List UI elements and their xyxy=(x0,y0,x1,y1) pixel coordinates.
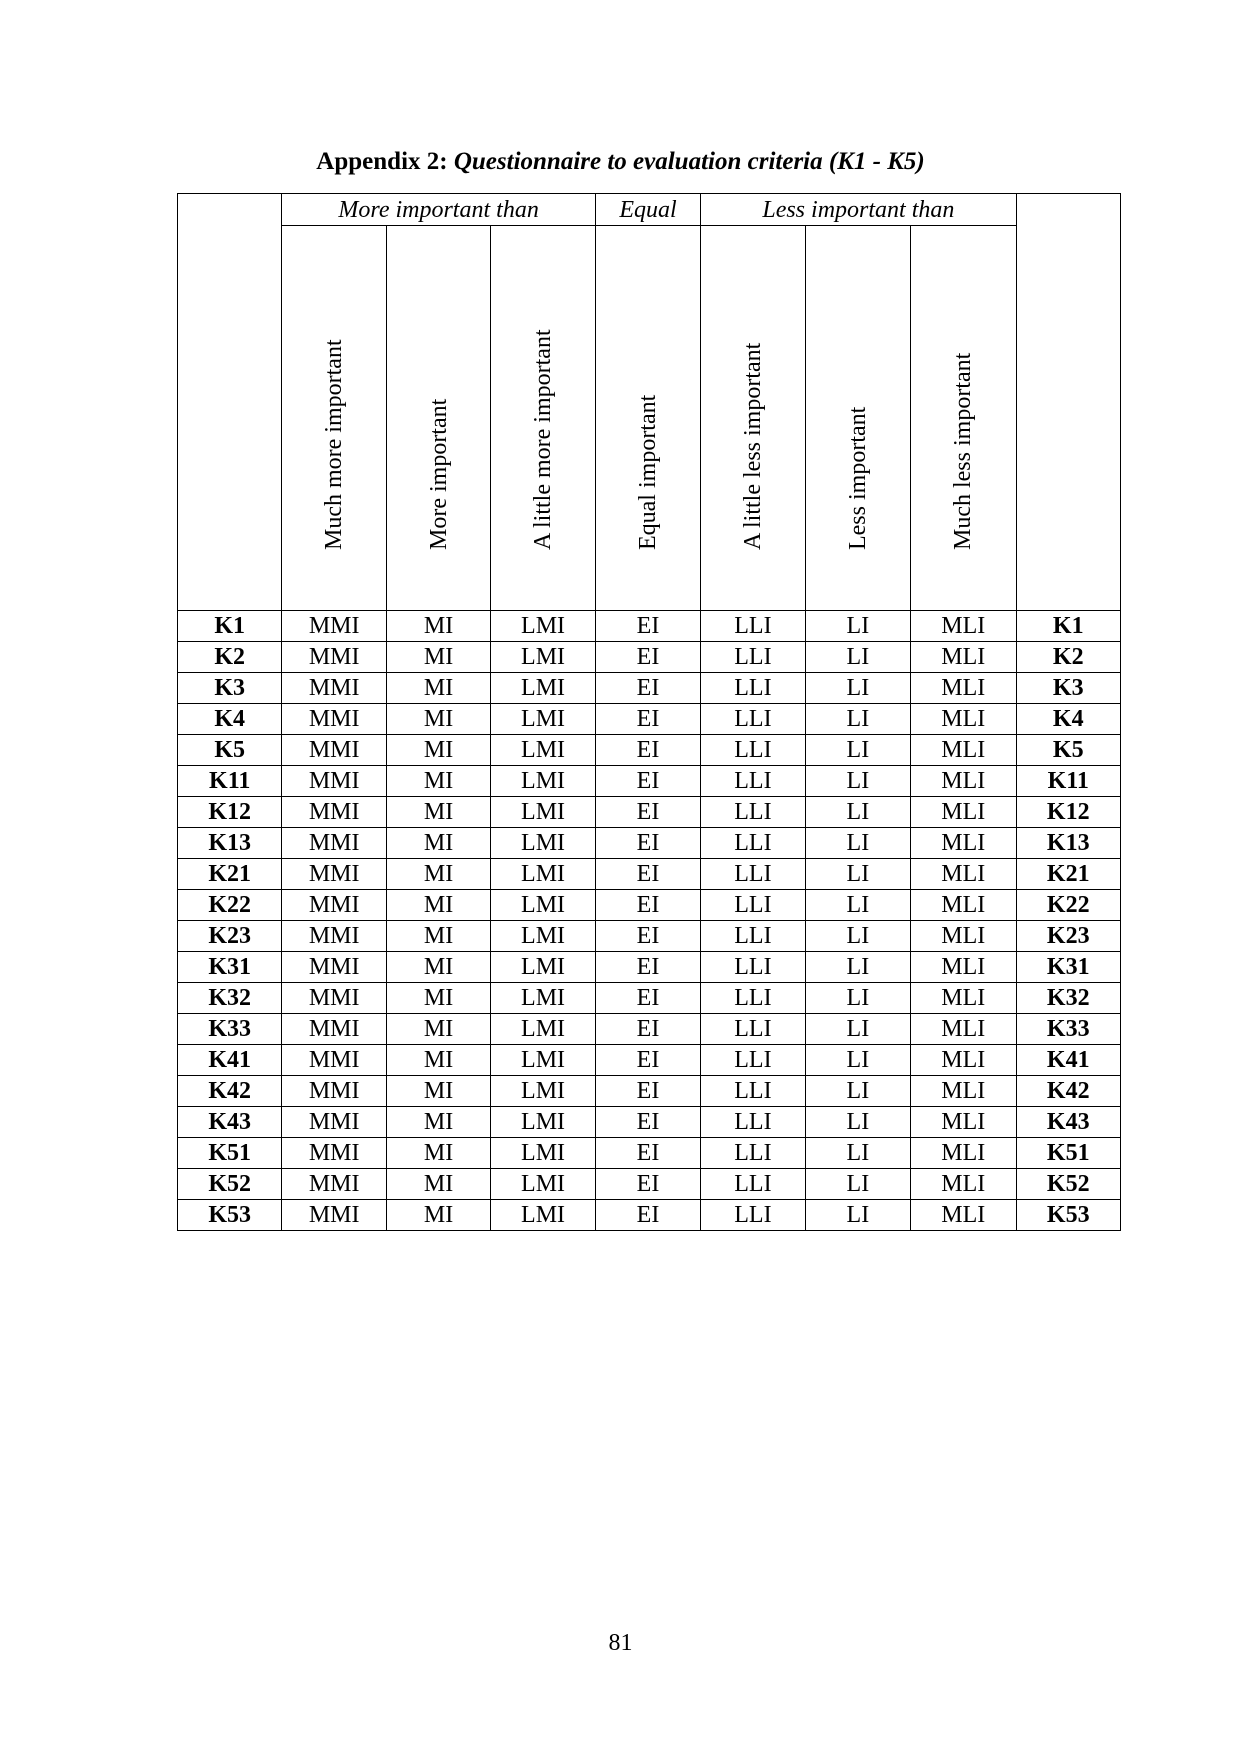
row-label-left: K52 xyxy=(178,1169,282,1200)
column-header-label: Equal important xyxy=(634,394,661,550)
row-label-left: K41 xyxy=(178,1045,282,1076)
rating-option-li[interactable]: LI xyxy=(805,611,910,642)
rating-option-mi[interactable]: MI xyxy=(386,952,490,983)
rating-option-mli[interactable]: MLI xyxy=(911,704,1016,735)
rating-option-mi[interactable]: MI xyxy=(386,921,490,952)
table-row xyxy=(178,673,1121,704)
rating-option-lli[interactable]: LLI xyxy=(701,1045,805,1076)
rating-option-ei[interactable]: EI xyxy=(595,921,700,952)
column-header xyxy=(386,226,490,611)
row-label-right: K22 xyxy=(1016,890,1120,921)
rating-option-ei[interactable]: EI xyxy=(595,1014,700,1045)
rating-option-lli[interactable]: LLI xyxy=(701,1076,805,1107)
row-label-right: K3 xyxy=(1016,673,1120,704)
rating-option-li[interactable]: LI xyxy=(805,735,910,766)
row-label-left: K33 xyxy=(178,1014,282,1045)
column-header xyxy=(701,226,805,611)
table-row xyxy=(178,1169,1121,1200)
rating-option-mi[interactable]: MI xyxy=(386,735,490,766)
rating-option-mi[interactable]: MI xyxy=(386,1045,490,1076)
table-row xyxy=(178,797,1121,828)
row-label-right: K33 xyxy=(1016,1014,1120,1045)
row-label-left: K1 xyxy=(178,611,282,642)
rating-option-ei[interactable]: EI xyxy=(595,735,700,766)
row-label-left: K5 xyxy=(178,735,282,766)
rating-option-mi[interactable]: MI xyxy=(386,1138,490,1169)
rating-option-ei[interactable]: EI xyxy=(595,890,700,921)
column-header xyxy=(911,226,1016,611)
rating-option-mmi[interactable]: MMI xyxy=(282,1169,386,1200)
rating-option-mli[interactable]: MLI xyxy=(911,921,1016,952)
rating-option-mli[interactable]: MLI xyxy=(911,1014,1016,1045)
row-label-left: K13 xyxy=(178,828,282,859)
rating-option-lmi[interactable]: LMI xyxy=(491,859,595,890)
header-group-row xyxy=(178,194,1121,226)
rating-option-mmi[interactable]: MMI xyxy=(282,952,386,983)
table-row xyxy=(178,642,1121,673)
rating-option-lli[interactable]: LLI xyxy=(701,1107,805,1138)
rating-option-lmi[interactable]: LMI xyxy=(491,766,595,797)
rating-option-lli[interactable]: LLI xyxy=(701,859,805,890)
rating-option-li[interactable]: LI xyxy=(805,704,910,735)
rating-option-mi[interactable]: MI xyxy=(386,1014,490,1045)
page-number: 81 xyxy=(608,1630,633,1656)
rating-option-lmi[interactable]: LMI xyxy=(491,1014,595,1045)
row-label-left: K4 xyxy=(178,704,282,735)
row-label-left: K12 xyxy=(178,797,282,828)
rating-option-mi[interactable]: MI xyxy=(386,642,490,673)
table-row xyxy=(178,890,1121,921)
row-label-right: K21 xyxy=(1016,859,1120,890)
rating-option-mmi[interactable]: MMI xyxy=(282,1107,386,1138)
header-column-row xyxy=(178,226,1121,611)
row-label-left: K32 xyxy=(178,983,282,1014)
row-label-right: K41 xyxy=(1016,1045,1120,1076)
rating-option-ei[interactable]: EI xyxy=(595,766,700,797)
row-label-left: K31 xyxy=(178,952,282,983)
rating-option-mli[interactable]: MLI xyxy=(911,642,1016,673)
rating-option-lmi[interactable]: LMI xyxy=(491,921,595,952)
rating-option-lmi[interactable]: LMI xyxy=(491,673,595,704)
rating-option-mi[interactable]: MI xyxy=(386,704,490,735)
rating-option-ei[interactable]: EI xyxy=(595,983,700,1014)
rating-option-mli[interactable]: MLI xyxy=(911,952,1016,983)
rating-option-ei[interactable]: EI xyxy=(595,1138,700,1169)
rating-option-lmi[interactable]: LMI xyxy=(491,1107,595,1138)
title-italic: Questionnaire to evaluation criteria (K1 - K5) xyxy=(453,148,925,175)
rating-option-mmi[interactable]: MMI xyxy=(282,921,386,952)
rating-option-lmi[interactable]: LMI xyxy=(491,735,595,766)
rating-option-ei[interactable]: EI xyxy=(595,859,700,890)
rating-option-mli[interactable]: MLI xyxy=(911,828,1016,859)
rating-option-mi[interactable]: MI xyxy=(386,673,490,704)
rating-option-lli[interactable]: LLI xyxy=(701,1169,805,1200)
rating-option-mi[interactable]: MI xyxy=(386,890,490,921)
table-row xyxy=(178,704,1121,735)
rating-option-mli[interactable]: MLI xyxy=(911,1107,1016,1138)
rating-option-mmi[interactable]: MMI xyxy=(282,828,386,859)
rating-option-lmi[interactable]: LMI xyxy=(491,797,595,828)
rating-option-lmi[interactable]: LMI xyxy=(491,890,595,921)
title-bold: Appendix 2: xyxy=(316,148,448,175)
row-label-right: K53 xyxy=(1016,1200,1120,1231)
rating-option-li[interactable]: LI xyxy=(805,673,910,704)
rating-option-li[interactable]: LI xyxy=(805,766,910,797)
rating-option-mli[interactable]: MLI xyxy=(911,673,1016,704)
rating-option-lli[interactable]: LLI xyxy=(701,797,805,828)
rating-option-lli[interactable]: LLI xyxy=(701,921,805,952)
rating-option-lmi[interactable]: LMI xyxy=(491,704,595,735)
column-header xyxy=(282,226,386,611)
column-header-label: A little more important xyxy=(530,329,557,550)
questionnaire-table xyxy=(177,193,1121,1231)
rating-option-mmi[interactable]: MMI xyxy=(282,1200,386,1231)
row-label-left: K23 xyxy=(178,921,282,952)
row-label-right: K32 xyxy=(1016,983,1120,1014)
table-row xyxy=(178,766,1121,797)
rating-option-mli[interactable]: MLI xyxy=(911,983,1016,1014)
rating-option-li[interactable]: LI xyxy=(805,952,910,983)
rating-option-lli[interactable]: LLI xyxy=(701,1200,805,1231)
rating-option-mmi[interactable]: MMI xyxy=(282,704,386,735)
rating-option-mmi[interactable]: MMI xyxy=(282,1014,386,1045)
row-label-left: K42 xyxy=(178,1076,282,1107)
rating-option-lmi[interactable]: LMI xyxy=(491,1169,595,1200)
rating-option-lli[interactable]: LLI xyxy=(701,952,805,983)
rating-option-mmi[interactable]: MMI xyxy=(282,642,386,673)
rating-option-lli[interactable]: LLI xyxy=(701,828,805,859)
rating-option-mli[interactable]: MLI xyxy=(911,890,1016,921)
rating-option-li[interactable]: LI xyxy=(805,642,910,673)
table-row xyxy=(178,1014,1121,1045)
rating-option-mli[interactable]: MLI xyxy=(911,735,1016,766)
rating-option-lmi[interactable]: LMI xyxy=(491,1076,595,1107)
rating-option-li[interactable]: LI xyxy=(805,1076,910,1107)
row-label-left: K43 xyxy=(178,1107,282,1138)
row-label-right: K51 xyxy=(1016,1138,1120,1169)
rating-option-mli[interactable]: MLI xyxy=(911,1200,1016,1231)
rating-option-ei[interactable]: EI xyxy=(595,797,700,828)
row-label-left: K3 xyxy=(178,673,282,704)
rating-option-lmi[interactable]: LMI xyxy=(491,952,595,983)
table-row xyxy=(178,1200,1121,1231)
rating-option-lmi[interactable]: LMI xyxy=(491,1045,595,1076)
row-label-right: K2 xyxy=(1016,642,1120,673)
table-row xyxy=(178,952,1121,983)
rating-option-lmi[interactable]: LMI xyxy=(491,642,595,673)
rating-option-mmi[interactable]: MMI xyxy=(282,890,386,921)
rating-option-lli[interactable]: LLI xyxy=(701,1138,805,1169)
rating-option-li[interactable]: LI xyxy=(805,921,910,952)
rating-option-mli[interactable]: MLI xyxy=(911,766,1016,797)
column-header xyxy=(491,226,595,611)
table-row xyxy=(178,735,1121,766)
rating-option-mli[interactable]: MLI xyxy=(911,859,1016,890)
table-row xyxy=(178,611,1121,642)
rating-option-ei[interactable]: EI xyxy=(595,642,700,673)
rating-option-lmi[interactable]: LMI xyxy=(491,828,595,859)
rating-option-ei[interactable]: EI xyxy=(595,1200,700,1231)
row-label-left: K22 xyxy=(178,890,282,921)
column-header-label: A little less important xyxy=(739,342,766,550)
row-label-left: K21 xyxy=(178,859,282,890)
row-label-left: K51 xyxy=(178,1138,282,1169)
rating-option-li[interactable]: LI xyxy=(805,797,910,828)
row-label-right: K43 xyxy=(1016,1107,1120,1138)
rating-option-lmi[interactable]: LMI xyxy=(491,983,595,1014)
page-title xyxy=(0,148,1241,176)
rating-option-mi[interactable]: MI xyxy=(386,766,490,797)
rating-option-lli[interactable]: LLI xyxy=(701,611,805,642)
rating-option-mmi[interactable]: MMI xyxy=(282,1076,386,1107)
rating-option-lmi[interactable]: LMI xyxy=(491,611,595,642)
rating-option-ei[interactable]: EI xyxy=(595,1107,700,1138)
rating-option-lli[interactable]: LLI xyxy=(701,673,805,704)
rating-option-mi[interactable]: MI xyxy=(386,983,490,1014)
rating-option-li[interactable]: LI xyxy=(805,1014,910,1045)
rating-option-mmi[interactable]: MMI xyxy=(282,797,386,828)
column-header-label: More important xyxy=(425,398,452,550)
rating-option-mmi[interactable]: MMI xyxy=(282,766,386,797)
rating-option-mli[interactable]: MLI xyxy=(911,611,1016,642)
rating-option-mli[interactable]: MLI xyxy=(911,797,1016,828)
row-label-left: K11 xyxy=(178,766,282,797)
rating-option-mi[interactable]: MI xyxy=(386,828,490,859)
header-corner-left xyxy=(178,194,282,611)
table-body xyxy=(178,611,1121,1231)
rating-option-ei[interactable]: EI xyxy=(595,1076,700,1107)
rating-option-ei[interactable]: EI xyxy=(595,1045,700,1076)
rating-option-ei[interactable]: EI xyxy=(595,1169,700,1200)
table-row xyxy=(178,859,1121,890)
header-group-more: More important than xyxy=(282,194,595,226)
rating-option-lli[interactable]: LLI xyxy=(701,735,805,766)
rating-option-mi[interactable]: MI xyxy=(386,859,490,890)
rating-option-mi[interactable]: MI xyxy=(386,1076,490,1107)
rating-option-li[interactable]: LI xyxy=(805,1169,910,1200)
column-header-label: Much more important xyxy=(321,339,348,550)
rating-option-mmi[interactable]: MMI xyxy=(282,983,386,1014)
rating-option-mmi[interactable]: MMI xyxy=(282,859,386,890)
header-corner-right xyxy=(1016,194,1120,611)
rating-option-lmi[interactable]: LMI xyxy=(491,1200,595,1231)
rating-option-ei[interactable]: EI xyxy=(595,828,700,859)
row-label-right: K13 xyxy=(1016,828,1120,859)
table-row xyxy=(178,983,1121,1014)
rating-option-lli[interactable]: LLI xyxy=(701,983,805,1014)
header-group-equal: Equal xyxy=(595,194,700,226)
rating-option-li[interactable]: LI xyxy=(805,890,910,921)
rating-option-mmi[interactable]: MMI xyxy=(282,1045,386,1076)
row-label-right: K52 xyxy=(1016,1169,1120,1200)
row-label-right: K1 xyxy=(1016,611,1120,642)
table-row xyxy=(178,828,1121,859)
row-label-right: K4 xyxy=(1016,704,1120,735)
table-row xyxy=(178,921,1121,952)
rating-option-li[interactable]: LI xyxy=(805,1200,910,1231)
rating-option-mi[interactable]: MI xyxy=(386,1107,490,1138)
row-label-right: K5 xyxy=(1016,735,1120,766)
rating-option-li[interactable]: LI xyxy=(805,1107,910,1138)
table-row xyxy=(178,1138,1121,1169)
rating-option-mi[interactable]: MI xyxy=(386,1200,490,1231)
table-row xyxy=(178,1107,1121,1138)
rating-option-mmi[interactable]: MMI xyxy=(282,611,386,642)
rating-option-ei[interactable]: EI xyxy=(595,952,700,983)
column-header-label: Much less important xyxy=(950,352,977,550)
rating-option-mi[interactable]: MI xyxy=(386,797,490,828)
rating-option-mmi[interactable]: MMI xyxy=(282,1138,386,1169)
rating-option-mmi[interactable]: MMI xyxy=(282,673,386,704)
rating-option-ei[interactable]: EI xyxy=(595,611,700,642)
rating-option-lli[interactable]: LLI xyxy=(701,642,805,673)
column-header xyxy=(805,226,910,611)
rating-option-mi[interactable]: MI xyxy=(386,1169,490,1200)
table-row xyxy=(178,1076,1121,1107)
rating-option-lli[interactable]: LLI xyxy=(701,1014,805,1045)
row-label-right: K31 xyxy=(1016,952,1120,983)
rating-option-lli[interactable]: LLI xyxy=(701,704,805,735)
rating-option-mli[interactable]: MLI xyxy=(911,1045,1016,1076)
row-label-right: K42 xyxy=(1016,1076,1120,1107)
rating-option-lli[interactable]: LLI xyxy=(701,890,805,921)
rating-option-mli[interactable]: MLI xyxy=(911,1076,1016,1107)
header-group-less: Less important than xyxy=(701,194,1016,226)
row-label-right: K12 xyxy=(1016,797,1120,828)
rating-option-li[interactable]: LI xyxy=(805,828,910,859)
column-header xyxy=(595,226,700,611)
rating-option-lmi[interactable]: LMI xyxy=(491,1138,595,1169)
rating-option-li[interactable]: LI xyxy=(805,1138,910,1169)
rating-option-ei[interactable]: EI xyxy=(595,704,700,735)
rating-option-lli[interactable]: LLI xyxy=(701,766,805,797)
rating-option-ei[interactable]: EI xyxy=(595,673,700,704)
rating-option-li[interactable]: LI xyxy=(805,983,910,1014)
row-label-left: K2 xyxy=(178,642,282,673)
rating-option-li[interactable]: LI xyxy=(805,859,910,890)
rating-option-mli[interactable]: MLI xyxy=(911,1138,1016,1169)
rating-option-mmi[interactable]: MMI xyxy=(282,735,386,766)
row-label-left: K53 xyxy=(178,1200,282,1231)
rating-option-mi[interactable]: MI xyxy=(386,611,490,642)
rating-option-mli[interactable]: MLI xyxy=(911,1169,1016,1200)
table-row xyxy=(178,1045,1121,1076)
row-label-right: K23 xyxy=(1016,921,1120,952)
column-header-label: Less important xyxy=(844,406,871,550)
row-label-right: K11 xyxy=(1016,766,1120,797)
rating-option-li[interactable]: LI xyxy=(805,1045,910,1076)
